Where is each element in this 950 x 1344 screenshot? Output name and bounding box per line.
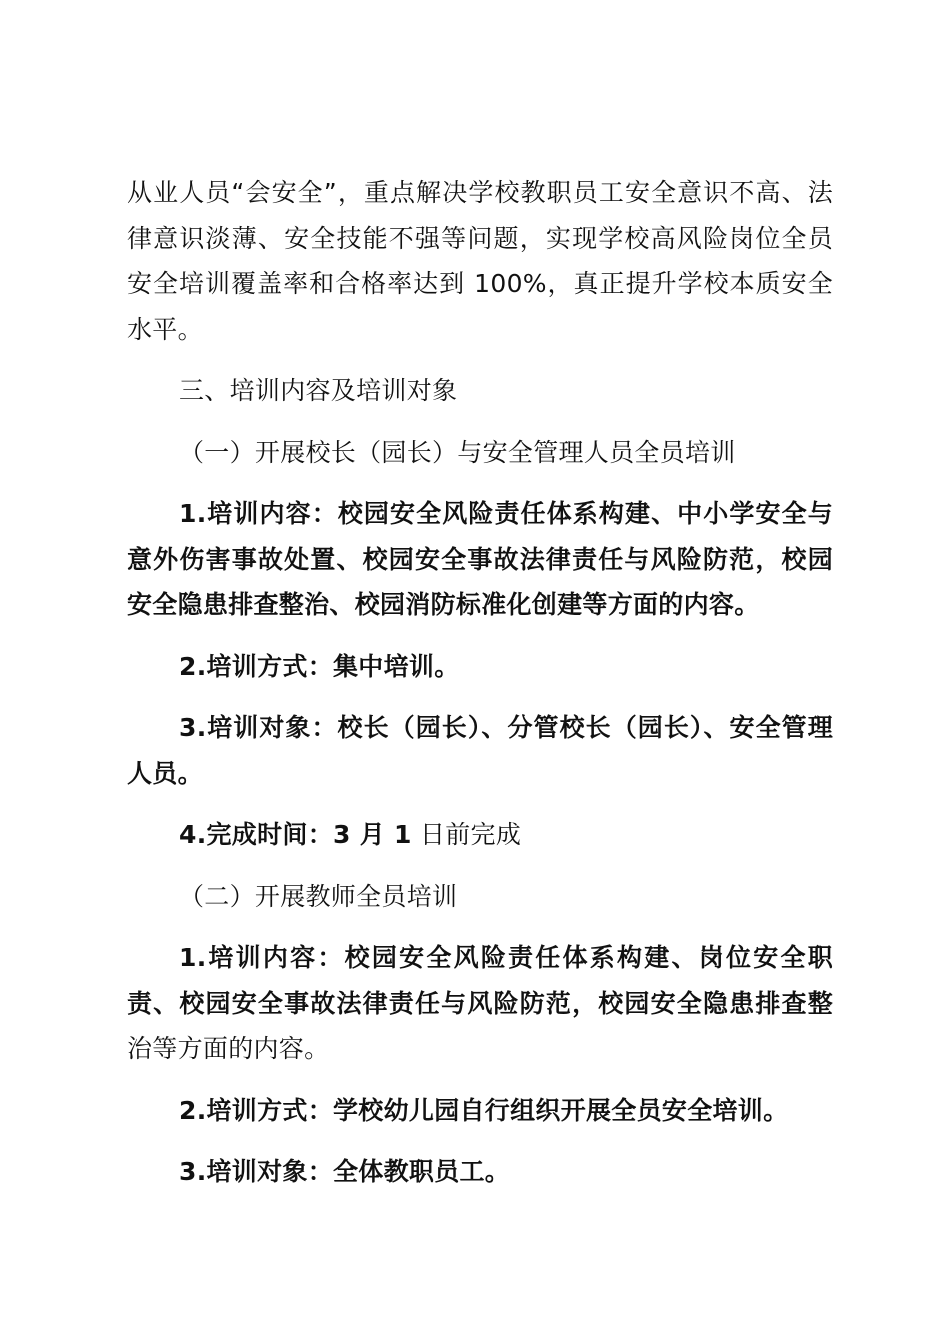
training-content-2-bold: 1.培训内容：校园安全风险责任体系构建、岗位安全职责、校园安全事故法律责任与风险防范，校园安全隐患排查整: [127, 943, 833, 1018]
item-completion-time: [127, 812, 833, 858]
item-training-target-1: 3.培训对象：校长（园长）、分管校长（园长）、安全管理人员。: [127, 713, 833, 788]
completion-time-rest: 日前完成: [411, 820, 522, 849]
paragraph-intro: 从业人员“会安全”，重点解决学校教职员工安全意识不高、法律意识淡薄、安全技能不强等问题，实现学校高风险岗位全员安全培训覆盖率和合格率达到 100%，真正提升学校本质安全水平。: [127, 178, 833, 344]
subsection-heading-1: （一）开展校长（园长）与安全管理人员全员培训: [179, 437, 736, 467]
item-training-content-1: 1.培训内容：校园安全风险责任体系构建、中小学安全与意外伤害事故处置、校园安全事故法律责任与风险防范，校园安全隐患排查整治、校园消防标准化创建等方面的内容。: [127, 499, 833, 619]
section-heading-3: 三、培训内容及培训对象: [179, 376, 458, 405]
document-page: [127, 170, 833, 1195]
item-training-method-2: 2.培训方式：学校幼儿园自行组织开展全员安全培训。: [179, 1095, 789, 1125]
subsection-heading-2: （二）开展教师全员培训: [179, 881, 458, 911]
training-content-2-rest: 治等方面的内容。: [127, 1034, 330, 1063]
item-training-method-1: 2.培训方式：集中培训。: [179, 651, 460, 681]
item-training-content-2: [127, 935, 833, 1072]
item-training-target-2: 3.培训对象：全体教职员工。: [179, 1157, 511, 1186]
completion-time-bold: 4.完成时间：3 月 1: [179, 820, 412, 849]
